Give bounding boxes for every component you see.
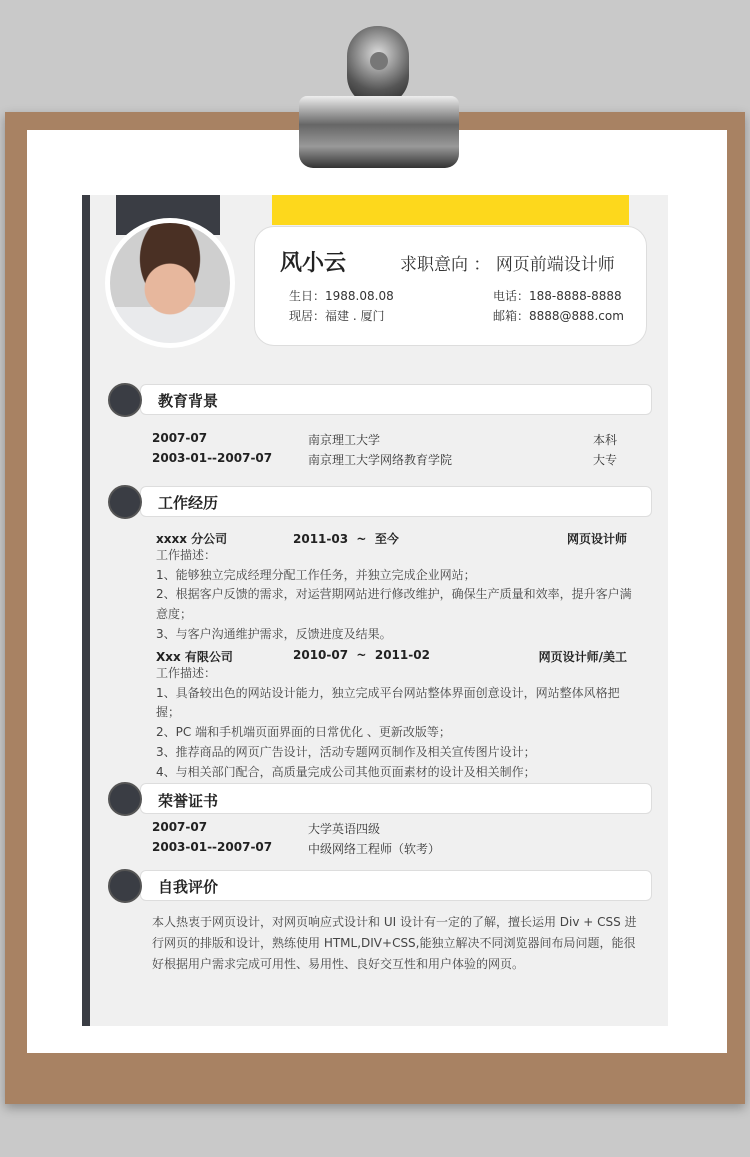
birth: 生日：1988.08.08 [289, 289, 394, 303]
edu-date: 2003-01--2007-07 [152, 451, 273, 465]
avatar [105, 218, 235, 348]
edu-school: 南京理工大学 [308, 433, 381, 447]
binder-clip-icon [299, 96, 459, 168]
desc-label: 工作描述： [156, 666, 217, 680]
edu-date: 2007-07 [152, 431, 208, 445]
avatar-photo [110, 223, 230, 343]
intent-value: 网页前端设计师 [495, 255, 615, 275]
honor-name: 大学英语四级 [308, 822, 381, 836]
desc-item: 3、推荐商品的网页广告设计，活动专题网页制作及相关宣传图片设计； [156, 744, 536, 759]
job-period: 2011-03 ~ 至今 [293, 532, 399, 546]
job-description [156, 664, 636, 782]
job-company: xxxx 分公司 [156, 532, 228, 546]
clip-hole [370, 52, 388, 70]
honor-date: 2007-07 [152, 820, 208, 834]
section-title: 工作经历 [158, 494, 219, 512]
desc-item: 4、与相关部门配合，高质量完成公司其他页面素材的设计及相关制作； [156, 764, 536, 779]
section-dot-icon [108, 485, 142, 519]
intent-label: 求职意向 [400, 255, 468, 275]
job-company: Xxx 有限公司 [156, 650, 233, 664]
home: 现居：福建 . 厦门 [289, 309, 385, 323]
job-period: 2010-07 ~ 2011-02 [293, 648, 430, 662]
edu-school: 南京理工大学网络教育学院 [308, 453, 453, 467]
honor-date: 2003-01--2007-07 [152, 840, 273, 854]
job-role: 网页设计师/美工 [538, 650, 627, 664]
section-dot-icon [108, 782, 142, 816]
profile-card [254, 226, 647, 346]
job-role: 网页设计师 [566, 532, 627, 546]
section-title: 荣誉证书 [158, 792, 219, 810]
desc-label: 工作描述： [156, 548, 217, 562]
section-dot-icon [108, 383, 142, 417]
desc-item: 1、具备较出色的网站设计能力，独立完成平台网站整体界面创意设计，网站整体风格把握； [156, 685, 620, 720]
desc-item: 1、能够独立完成经理分配工作任务，并独立完成企业网站； [156, 567, 476, 582]
phone: 电话：188-8888-8888 [493, 289, 622, 303]
name: 风小云 [280, 251, 347, 276]
desc-item: 2、PC 端和手机端页面界面的日常优化 、更新改版等； [156, 725, 451, 740]
intent-sep: ： [473, 255, 491, 275]
desc-item: 2、根据客户反馈的需求，对运营期网站进行修改维护，确保生产质量和效率，提升客户满意度； [156, 587, 632, 622]
left-accent-bar [82, 195, 90, 1026]
desc-item: 3、与客户沟通维护需求，反馈进度及结果。 [156, 626, 392, 641]
honor-name: 中级网络工程师（软考） [308, 842, 441, 856]
edu-degree: 大专 [593, 453, 618, 467]
job-description [156, 546, 632, 645]
section-title: 自我评价 [158, 878, 219, 896]
job-intent [400, 250, 615, 275]
self-evaluation: 本人热衷于网页设计，对网页响应式设计和 UI 设计有一定的了解，擅长运用 Div + CSS 进行网页的排版和设计，熟练使用 HTML,DIV+CSS,能独立解决不同浏览器间布局问题，能很好根据用户需求完成可用性、易用性、良好交互性和用户体验的网页。 [152, 915, 637, 971]
edu-degree: 本科 [593, 433, 618, 447]
section-title: 教育背景 [158, 392, 219, 410]
section-dot-icon [108, 869, 142, 903]
yellow-accent-bar [272, 195, 629, 225]
email: 邮箱：8888@888.com [493, 309, 624, 323]
